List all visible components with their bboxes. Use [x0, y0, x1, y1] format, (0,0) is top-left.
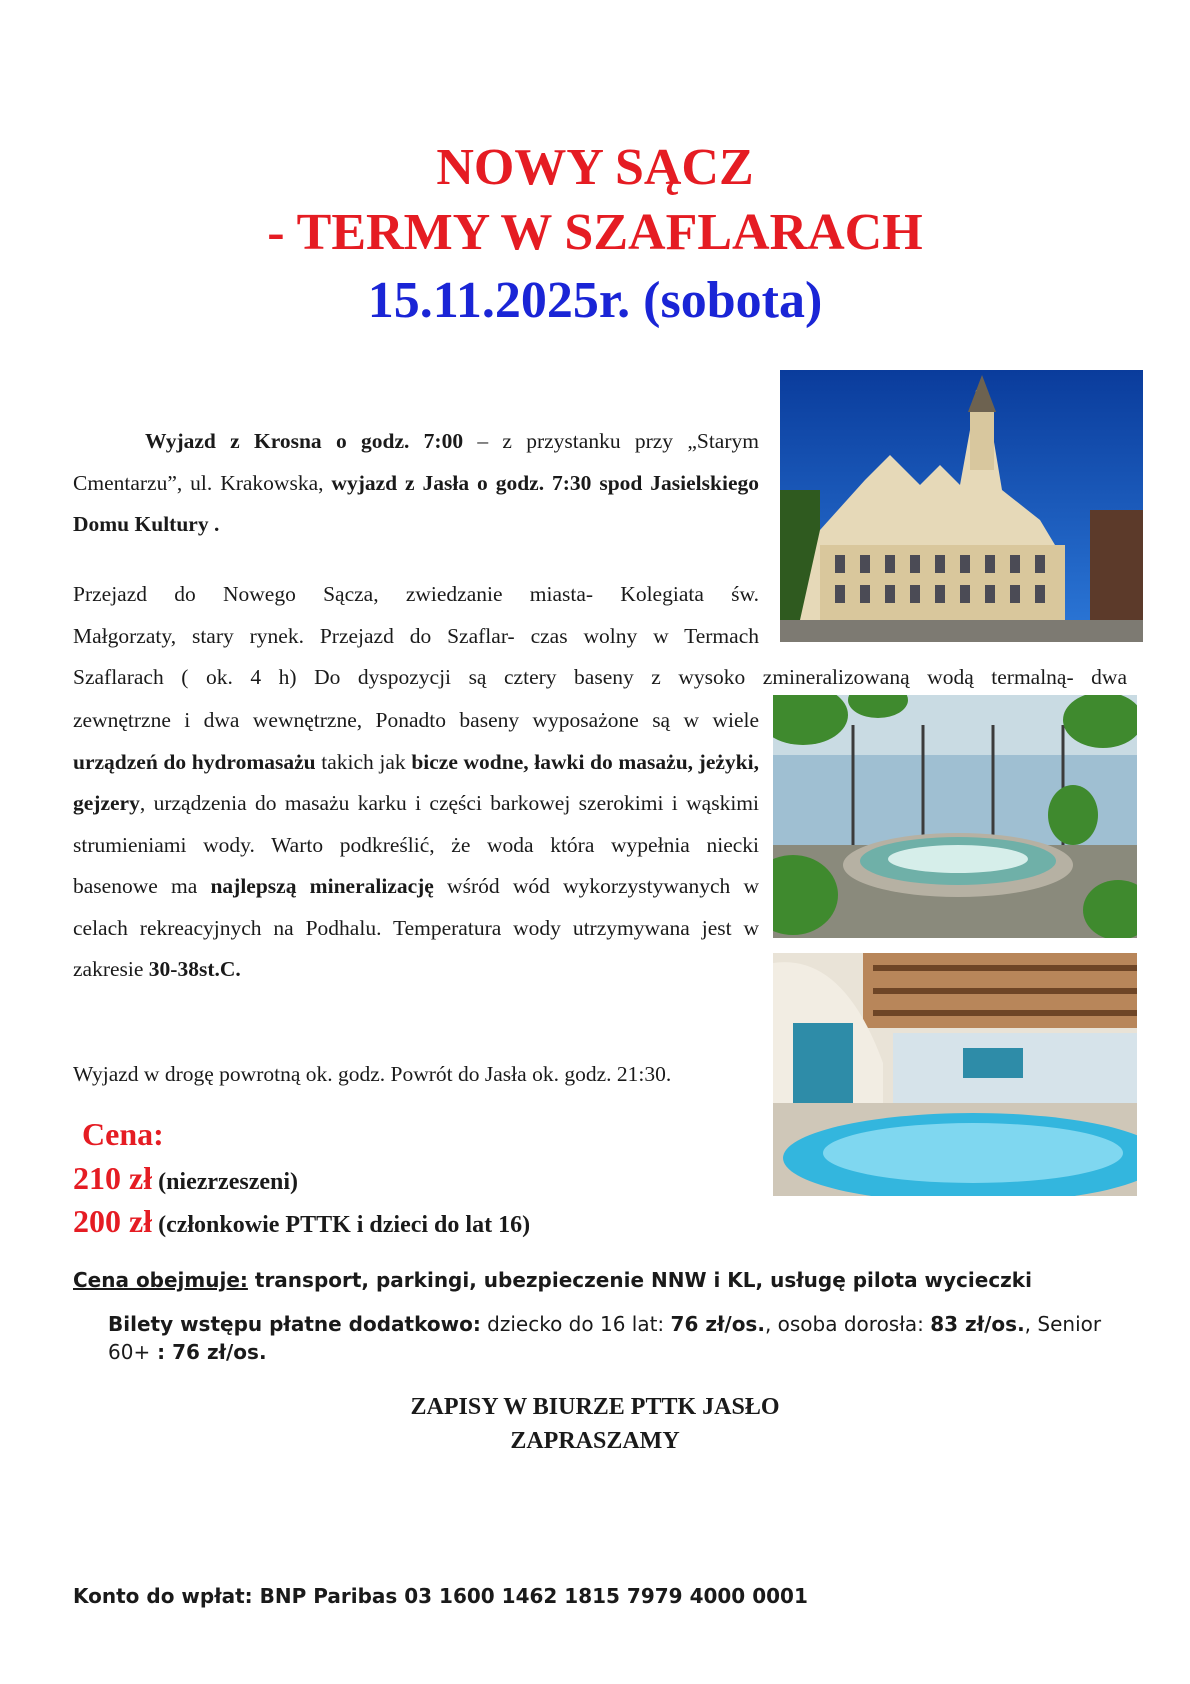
tickets-child-price: 76 zł/os.: [670, 1312, 765, 1336]
attractions-highlight: bicze wodne, ławki do masażu, jeżyki, gejzery: [73, 749, 759, 815]
mineralization-highlight: najlepszą mineralizację: [210, 874, 434, 898]
price-members-amount: 200 zł: [73, 1203, 153, 1239]
program-intro: [73, 574, 1127, 699]
program-line-2: Małgorzaty, stary rynek. Przejazd do Szaflar- czas wolny w Termach: [73, 623, 759, 648]
bank-account: Konto do wpłat: BNP Paribas 03 1600 1462 1815 7979 4000 0001: [73, 1584, 808, 1608]
title-line-2: - TERMY W SZAFLARACH: [267, 204, 923, 261]
price-includes: [73, 1268, 1032, 1292]
price-regular-amount: 210 zł: [73, 1160, 153, 1196]
departure-jaslo: wyjazd z Jasła o godz. 7:30 spod Jasielskiego Domu Kultury .: [73, 470, 759, 536]
price-includes-text: transport, parkingi, ubezpieczenie NNW i KL, usługę pilota wycieczki: [247, 1268, 1032, 1292]
entry-tickets: [108, 1310, 1128, 1366]
departure-stop: – z przystanku przy „Starym Cmentarzu”, ul. Krakowska,: [73, 429, 759, 495]
hydromassage-highlight: urządzeń do hydromasażu: [73, 749, 316, 774]
tickets-senior-price: : 76 zł/os.: [150, 1340, 267, 1364]
temperature-highlight: 30-38st.C.: [148, 957, 241, 981]
program-text-3: , urządzenia do masażu karku i części barkowej szerokimi i wąskimi strumieniami wody. Warto podkreślić, że woda która wypełnia niecki basenowe ma: [73, 791, 759, 898]
tickets-senior-label: , Senior 60+: [108, 1312, 1102, 1364]
signup-line-1: ZAPISY W BIURZE PTTK JASŁO: [410, 1394, 780, 1420]
return-info: Wyjazd w drogę powrotną ok. godz. Powrót do Jasła ok. godz. 21:30.: [73, 1062, 672, 1086]
jacuzzi-photo: [773, 695, 1137, 938]
signup-info: [0, 1390, 1190, 1458]
town-hall-photo: [780, 370, 1143, 642]
tickets-adult-price: 83 zł/os.: [930, 1312, 1025, 1336]
program-text-4: wśród wód wykorzystywanych w celach rekreacyjnych na Podhalu. Temperatura wody utrzymywana jest w zakresie: [73, 874, 759, 981]
title-line-1: NOWY SĄCZ: [436, 139, 754, 196]
program-line-1: Przejazd do Nowego Sącza, zwiedzanie miasta- Kolegiata św.: [73, 582, 759, 606]
program-text-2: takich jak: [315, 749, 412, 774]
price-members-desc: (członkowie PTTK i dzieci do lat 16): [152, 1212, 531, 1238]
trip-date: 15.11.2025r. (sobota): [367, 272, 823, 329]
price-regular-desc: (niezrzeszeni): [152, 1169, 299, 1195]
price-includes-label: Cena obejmuje:: [73, 1268, 248, 1292]
program-description: [73, 700, 759, 991]
indoor-pool-photo: [773, 953, 1137, 1196]
program-line-3: Szaflarach ( ok. 4 h) Do dyspozycji są cztery baseny z wysoko zmineralizowaną wodą termalną- dwa: [73, 665, 1127, 689]
tickets-adult-label: , osoba dorosła:: [764, 1312, 931, 1336]
departure-krosno: Wyjazd z Krosna o godz. 7:00: [145, 429, 464, 453]
tickets-child-label: dziecko do 16 lat:: [480, 1312, 671, 1336]
price-label: Cena:: [82, 1116, 164, 1152]
price-members: [73, 1203, 530, 1240]
program-text-1: zewnętrzne i dwa wewnętrzne, Ponadto baseny wyposażone są w wiele: [73, 708, 759, 732]
signup-line-2: ZAPRASZAMY: [510, 1428, 680, 1454]
price-regular: [73, 1160, 298, 1197]
departure-info: [73, 421, 759, 546]
tickets-label: Bilety wstępu płatne dodatkowo:: [108, 1312, 481, 1336]
